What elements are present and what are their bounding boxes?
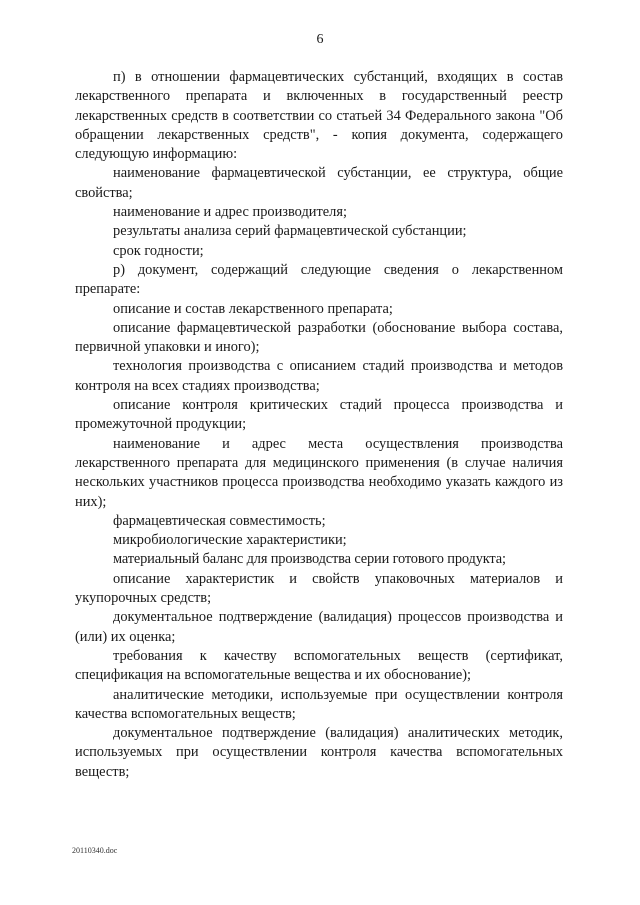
file-name-footer: 20110340.doc xyxy=(72,846,118,855)
paragraph-r-document: р) документ, содержащий следующие сведения о лекарственном препарате: xyxy=(75,261,563,298)
paragraph-batch-analysis: результаты анализа серий фармацевтической субстанции; xyxy=(113,223,467,240)
paragraph-manufacturer: наименование и адрес производителя; xyxy=(113,204,347,221)
paragraph-packaging: описание характеристик и свойств упаковочных материалов и укупорочных средств; xyxy=(75,570,563,607)
paragraph-p-substances: п) в отношении фармацевтических субстанций, входящих в состав лекарственного препарата и включенных в государственный реестр лекарственных средств в соответствии со статьей 34 Федерального закона "Об обращении лекарственных средств", - копия документа, содержащего следующую информацию: xyxy=(75,69,563,163)
paragraph-excipient-requirements: требования к качеству вспомогательных веществ (сертификат, спецификация на вспомогательные вещества и их обоснование); xyxy=(75,647,563,684)
paragraph-compatibility: фармацевтическая совместимость; xyxy=(113,512,326,529)
paragraph-shelf-life: срок годности; xyxy=(113,242,204,259)
paragraph-development: описание фармацевтической разработки (обоснование выбора состава, первичной упаковки и иного); xyxy=(75,319,563,356)
paragraph-method-validation: документальное подтверждение (валидация) аналитических методик, используемых при осуществлении контроля качества вспомогательных веществ; xyxy=(75,725,563,780)
paragraph-material-balance: материальный баланс для производства серии готового продукта; xyxy=(113,551,506,568)
paragraph-production-site: наименование и адрес места осуществления производства лекарственного препарата для медицинского применения (в случае наличия нескольких участников процесса производства необходимо указать каждого из них); xyxy=(75,435,563,510)
page-number: 6 xyxy=(316,32,324,47)
paragraph-critical-control: описание контроля критических стадий процесса производства и промежуточной продукции; xyxy=(75,397,563,433)
paragraph-technology: технология производства с описанием стадий производства и методов контроля на всех стадиях производства; xyxy=(75,358,563,394)
paragraph-analytical-methods: аналитические методики, используемые при осуществлении контроля качества вспомогательных веществ; xyxy=(75,686,563,722)
paragraph-substance-name: наименование фармацевтической субстанции, ее структура, общие свойства; xyxy=(75,165,563,201)
paragraph-description: описание и состав лекарственного препарата; xyxy=(113,300,393,317)
document-body xyxy=(75,68,563,782)
paragraph-microbiology: микробиологические характеристики; xyxy=(113,532,347,549)
paragraph-process-validation: документальное подтверждение (валидация) процессов производства и (или) их оценка; xyxy=(75,609,563,645)
